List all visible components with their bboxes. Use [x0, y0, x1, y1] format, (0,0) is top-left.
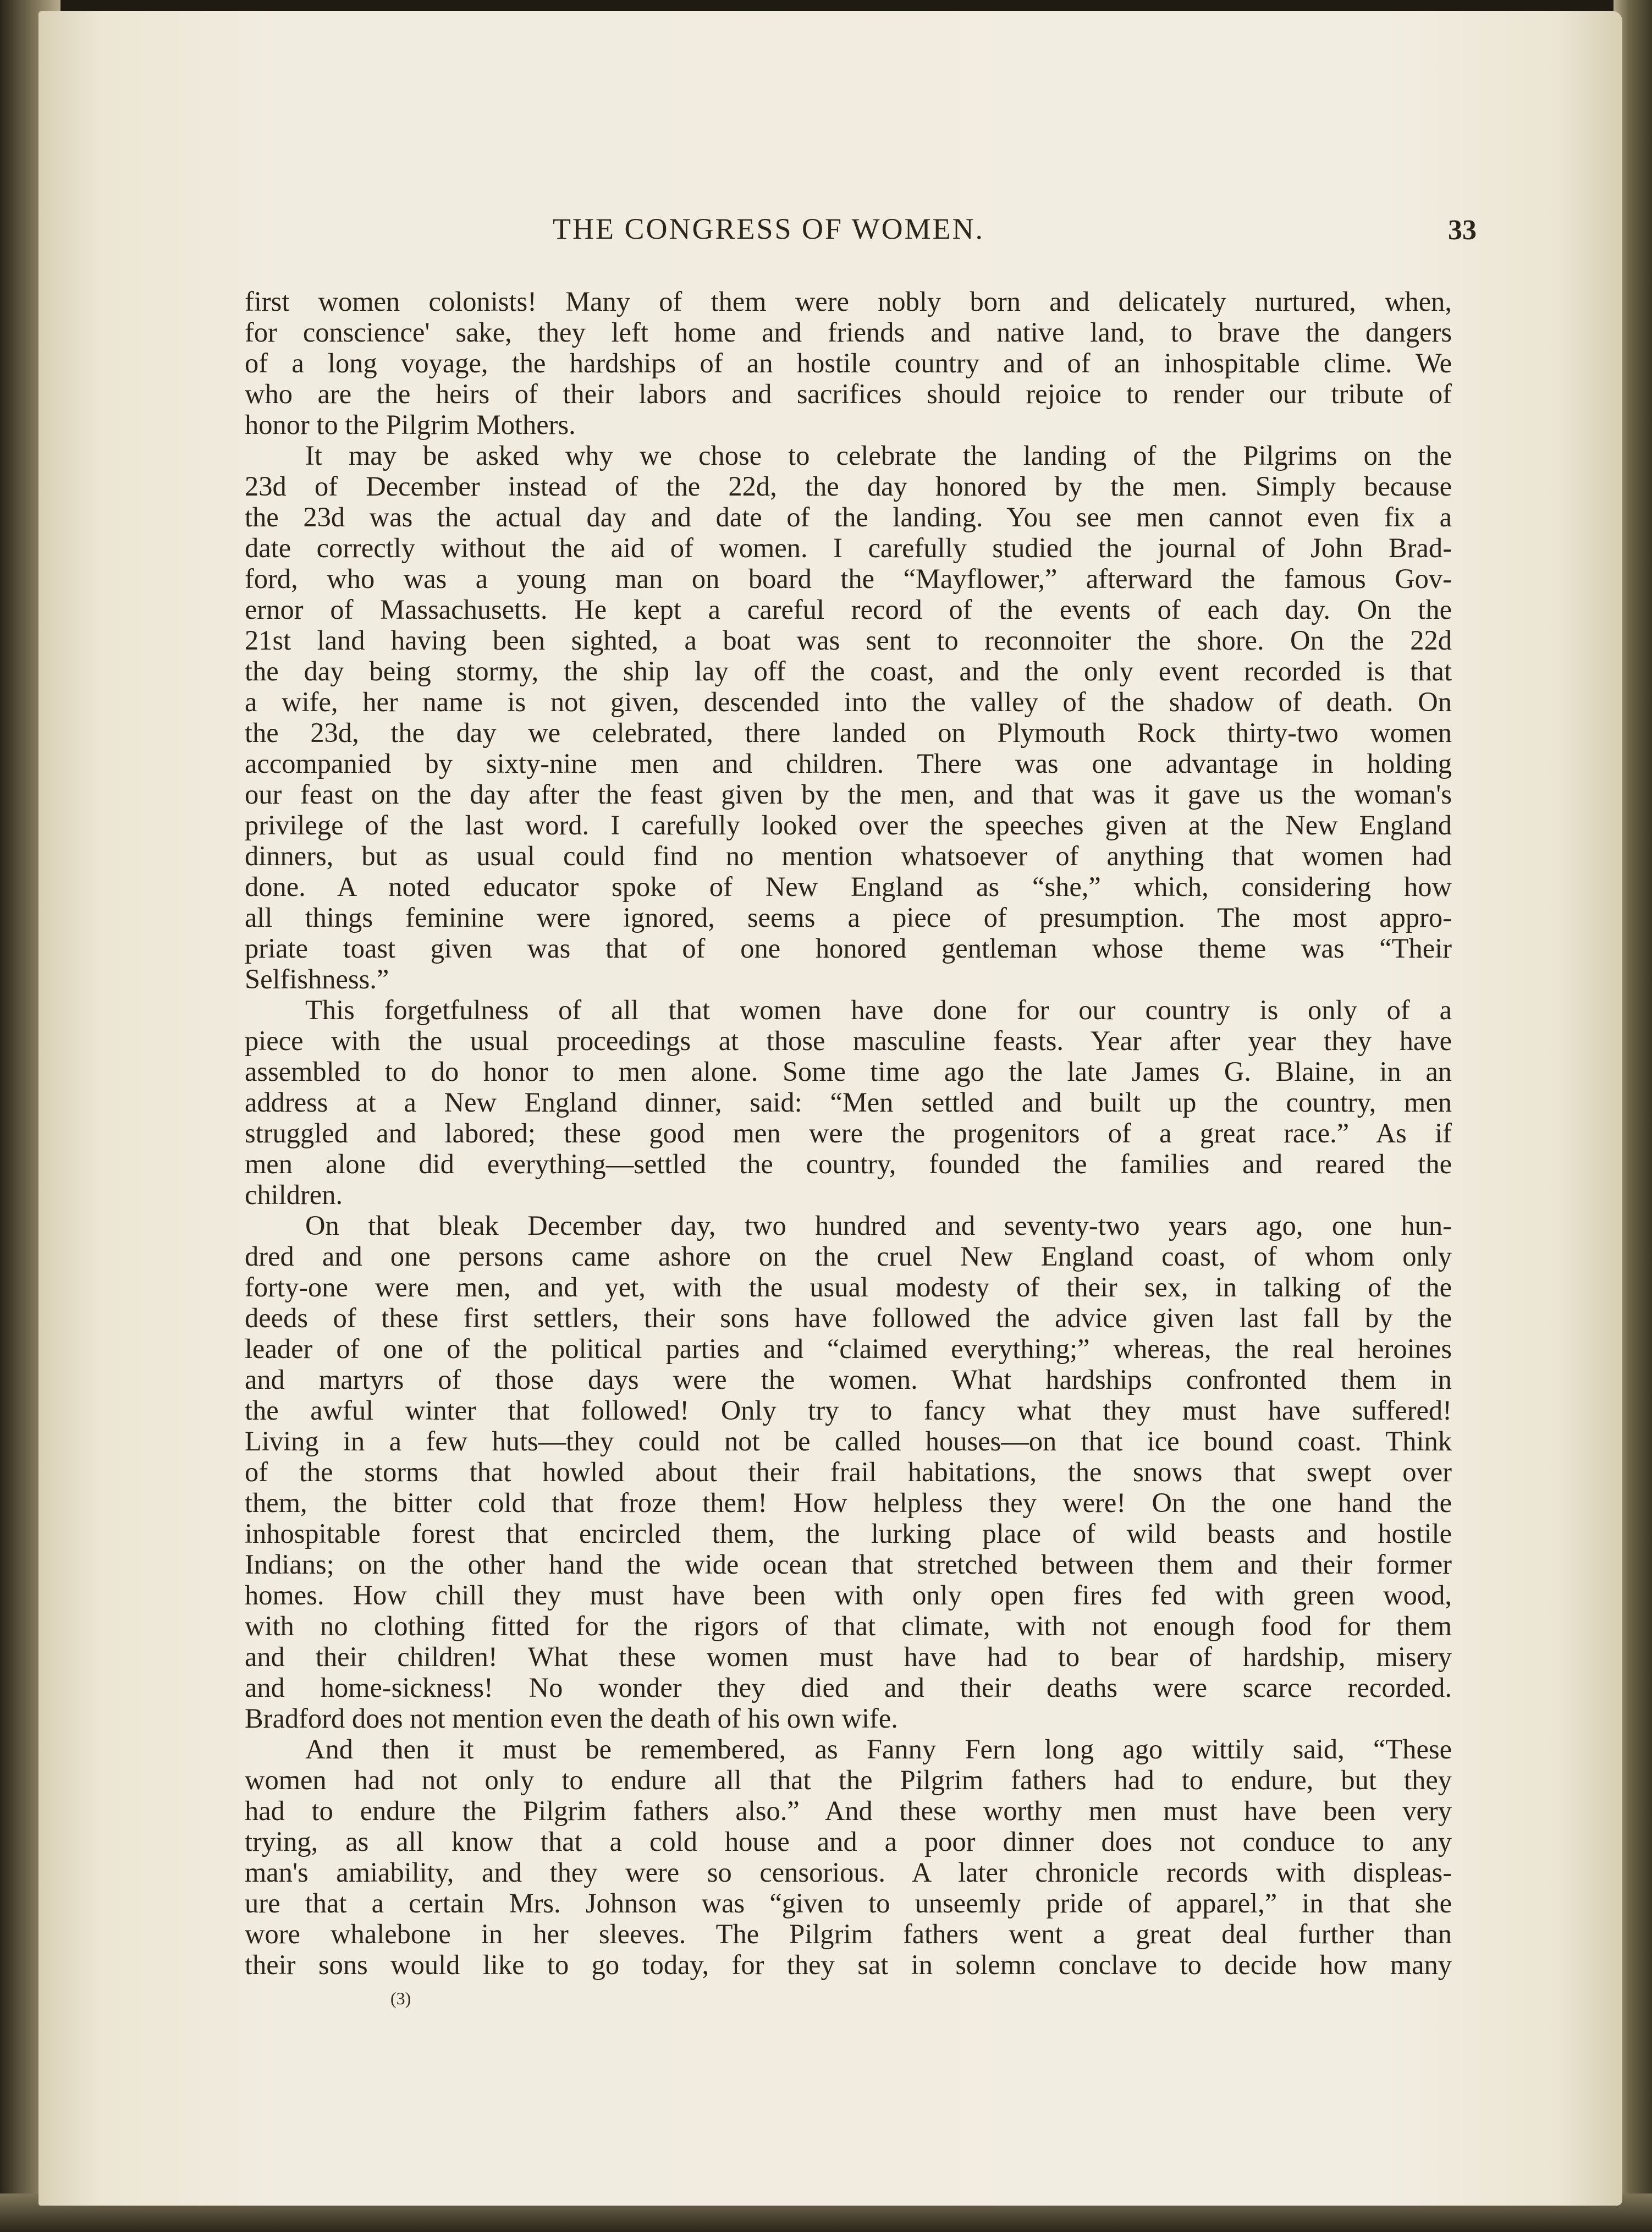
- body-text: [245, 286, 1452, 1980]
- text-line: a wife, her name is not given, descended into the valley of the shadow of death. On: [245, 686, 1452, 717]
- text-line: priate toast given was that of one honored gentleman whose theme was “Their: [245, 933, 1452, 964]
- text-line: ure that a certain Mrs. Johnson was “given to unseemly pride of apparel,” in that she: [245, 1888, 1452, 1918]
- text-line: of a long voyage, the hardships of an hostile country and of an inhospitable clime. We: [245, 348, 1452, 378]
- text-line: accompanied by sixty-nine men and children. There was one advantage in holding: [245, 748, 1452, 779]
- page-number: 33: [1448, 215, 1477, 246]
- text-line: men alone did everything—settled the country, founded the families and reared the: [245, 1148, 1452, 1179]
- text-line: assembled to do honor to men alone. Some time ago the late James G. Blaine, in an: [245, 1056, 1452, 1087]
- text-line: women had not only to endure all that the Pilgrim fathers had to endure, but they: [245, 1764, 1452, 1795]
- text-line: children.: [245, 1179, 343, 1210]
- text-line: the day being stormy, the ship lay off the coast, and the only event recorded is that: [245, 656, 1452, 686]
- text-line: piece with the usual proceedings at those masculine feasts. Year after year they have: [245, 1025, 1452, 1056]
- text-line: privilege of the last word. I carefully looked over the speeches given at the New England: [245, 810, 1452, 840]
- text-line: 21st land having been sighted, a boat was sent to reconnoiter the shore. On the 22d: [245, 625, 1452, 656]
- text-line: of the storms that howled about their frail habitations, the snows that swept over: [245, 1456, 1452, 1487]
- text-line: deeds of these first settlers, their sons have followed the advice given last fall by the: [245, 1302, 1452, 1333]
- text-line: date correctly without the aid of women. I carefully studied the journal of John Brad-: [245, 532, 1452, 563]
- signature-mark: (3): [390, 1988, 411, 2008]
- text-line: dinners, but as usual could find no mention whatsoever of anything that women had: [245, 840, 1452, 871]
- text-line: and martyrs of those days were the women. What hardships confronted them in: [245, 1364, 1452, 1395]
- text-line: This forgetfulness of all that women have done for our country is only of a: [305, 994, 1452, 1025]
- text-line: homes. How chill they must have been with only open fires fed with green wood,: [245, 1580, 1452, 1610]
- text-line: had to endure the Pilgrim fathers also.” And these worthy men must have been very: [245, 1795, 1452, 1826]
- text-line: Selfishness.”: [245, 964, 389, 994]
- text-line: first women colonists! Many of them were nobly born and delicately nurtured, when,: [245, 286, 1452, 317]
- text-line: trying, as all know that a cold house and a poor dinner does not conduce to any: [245, 1826, 1452, 1857]
- text-line: their sons would like to go today, for they sat in solemn conclave to decide how many: [245, 1949, 1452, 1980]
- text-line: Living in a few huts—they could not be called houses—on that ice bound coast. Think: [245, 1426, 1452, 1456]
- text-line: them, the bitter cold that froze them! How helpless they were! On the one hand the: [245, 1487, 1452, 1518]
- text-line: ford, who was a young man on board the “Mayflower,” afterward the famous Gov-: [245, 563, 1452, 594]
- text-line: the awful winter that followed! Only try to fancy what they must have suffered!: [245, 1395, 1452, 1426]
- text-line: wore whalebone in her sleeves. The Pilgrim fathers went a great deal further than: [245, 1918, 1452, 1949]
- running-head: [553, 212, 1477, 267]
- text-line: all things feminine were ignored, seems a piece of presumption. The most appro-: [245, 902, 1452, 933]
- text-line: 23d of December instead of the 22d, the day honored by the men. Simply because: [245, 471, 1452, 502]
- text-line: Indians; on the other hand the wide ocean that stretched between them and their former: [245, 1549, 1452, 1580]
- text-line: and their children! What these women must have had to bear of hardship, misery: [245, 1641, 1452, 1672]
- text-line: who are the heirs of their labors and sacrifices should rejoice to render our tribute of: [245, 378, 1452, 409]
- text-line: address at a New England dinner, said: “Men settled and built up the country, men: [245, 1087, 1452, 1118]
- text-line: struggled and labored; these good men were the progenitors of a great race.” As if: [245, 1118, 1452, 1148]
- text-line: forty-one were men, and yet, with the usual modesty of their sex, in talking of the: [245, 1272, 1452, 1302]
- book-page: [38, 11, 1622, 2206]
- text-line: dred and one persons came ashore on the cruel New England coast, of whom only: [245, 1241, 1452, 1272]
- text-line: the 23d, the day we celebrated, there landed on Plymouth Rock thirty-two women: [245, 717, 1452, 748]
- text-line: man's amiability, and they were so censorious. A later chronicle records with displeas-: [245, 1857, 1452, 1888]
- text-line: for conscience' sake, they left home and friends and native land, to brave the dangers: [245, 317, 1452, 348]
- text-line: and home-sickness! No wonder they died and their deaths were scarce recorded.: [245, 1672, 1452, 1703]
- text-line: And then it must be remembered, as Fanny Fern long ago wittily said, “These: [305, 1734, 1452, 1764]
- text-line: with no clothing fitted for the rigors of that climate, with not enough food for them: [245, 1610, 1452, 1641]
- text-line: It may be asked why we chose to celebrate the landing of the Pilgrims on the: [305, 440, 1452, 471]
- text-line: our feast on the day after the feast given by the men, and that was it gave us the woman's: [245, 779, 1452, 810]
- running-title: THE CONGRESS OF WOMEN.: [553, 212, 985, 245]
- text-line: ernor of Massachusetts. He kept a careful record of the events of each day. On the: [245, 594, 1452, 625]
- text-line: leader of one of the political parties and “claimed everything;” whereas, the real heroines: [245, 1333, 1452, 1364]
- text-line: done. A noted educator spoke of New England as “she,” which, considering how: [245, 871, 1452, 902]
- text-line: inhospitable forest that encircled them, the lurking place of wild beasts and hostile: [245, 1518, 1452, 1549]
- text-line: On that bleak December day, two hundred and seventy-two years ago, one hun-: [305, 1210, 1452, 1241]
- text-line: honor to the Pilgrim Mothers.: [245, 409, 576, 440]
- text-line: Bradford does not mention even the death of his own wife.: [245, 1703, 898, 1734]
- text-line: the 23d was the actual day and date of the landing. You see men cannot even fix a: [245, 502, 1452, 532]
